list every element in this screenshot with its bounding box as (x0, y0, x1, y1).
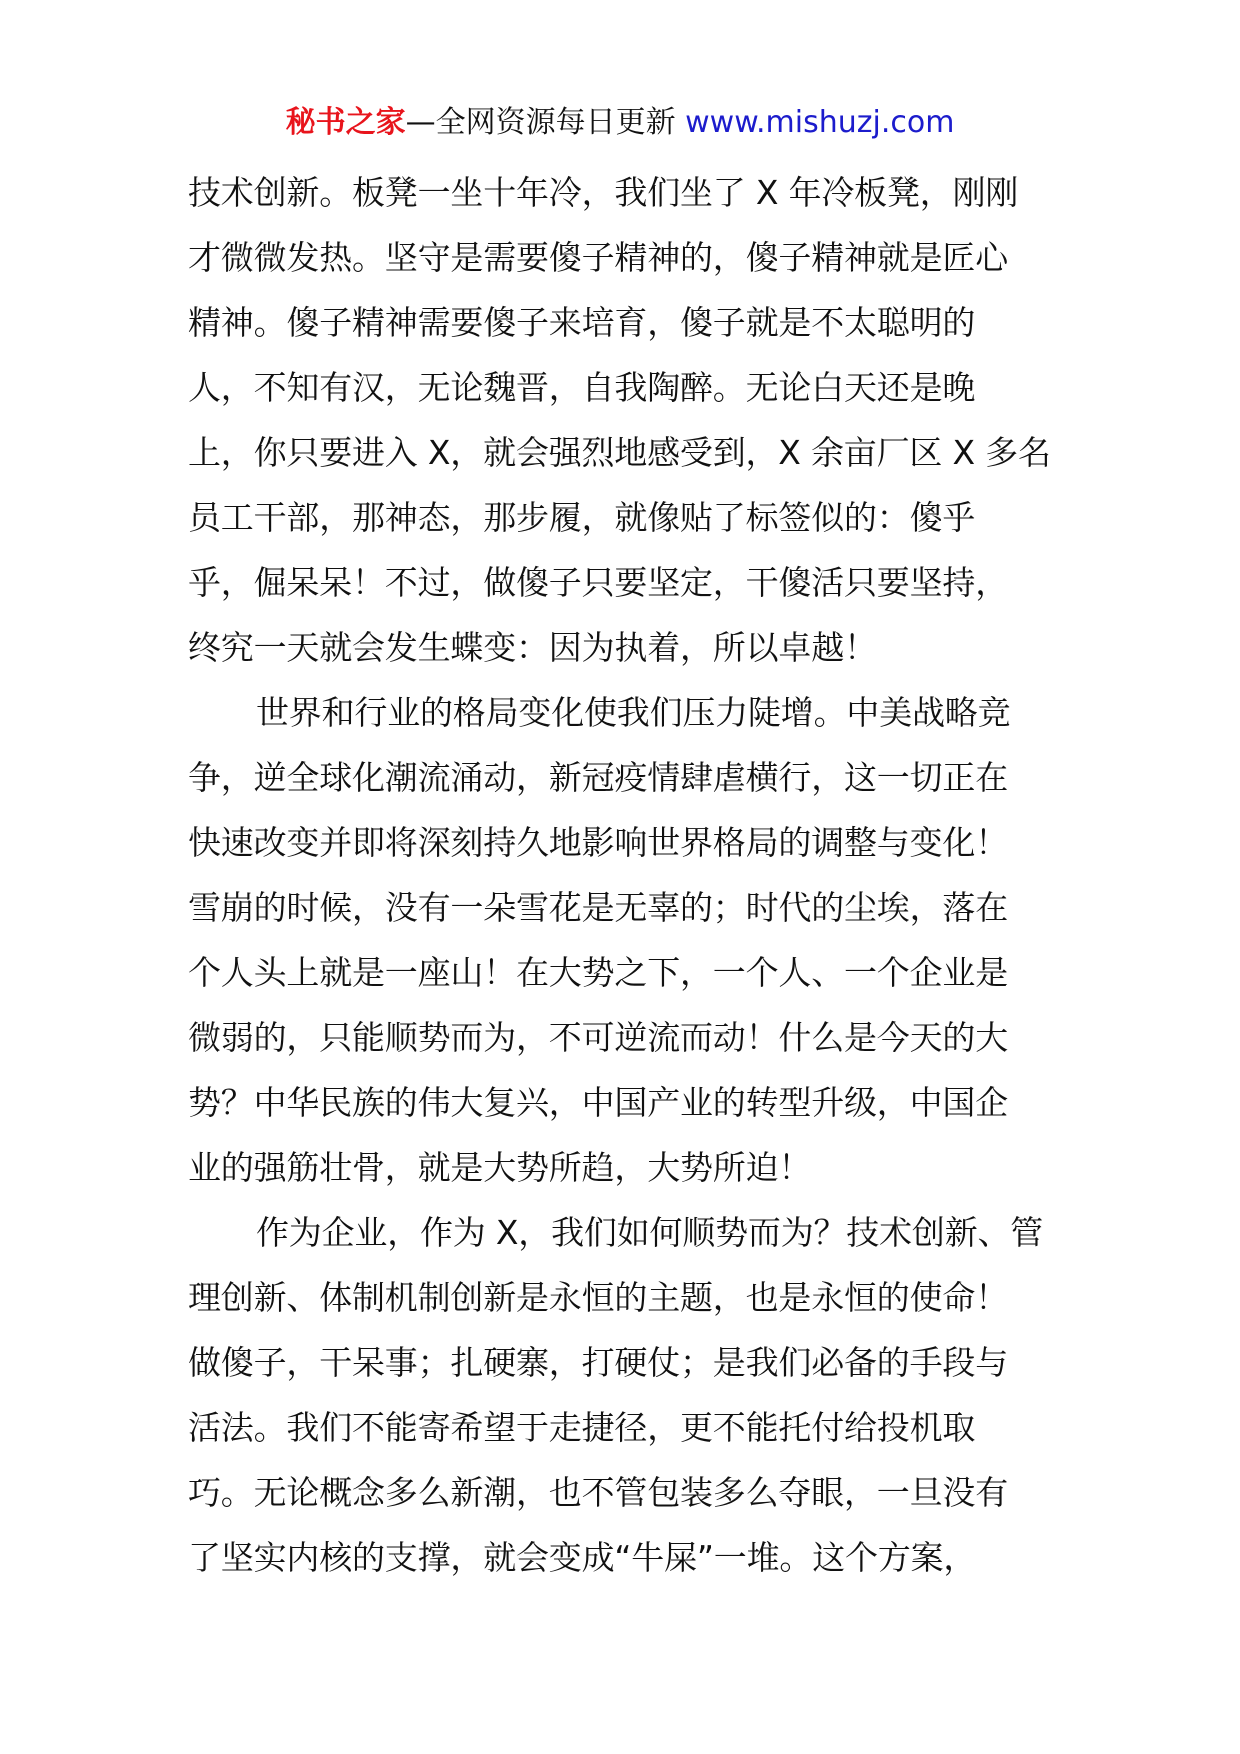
text-line: 才微微发热。坚守是需要傻子精神的，傻子精神就是匠心 (188, 238, 1009, 277)
text-line: 了坚实内核的支撑，就会变成“牛屎”一堆。这个方案， (188, 1538, 977, 1577)
text-line: 活法。我们不能寄希望于走捷径，更不能托付给投机取 (188, 1408, 976, 1447)
text-line: 势？中华民族的伟大复兴，中国产业的转型升级，中国企 (188, 1083, 1009, 1122)
text-line: 员工干部，那神态，那步履，就像贴了标签似的：傻乎 (188, 498, 976, 537)
paragraph-start-line: 世界和行业的格局变化使我们压力陡增。中美战略竞 (256, 693, 1011, 732)
header-slogan: —全网资源每日更新 (405, 105, 676, 140)
text-line: 巧。无论概念多么新潮，也不管包装多么夺眼，一旦没有 (188, 1473, 1009, 1512)
text-line: 争，逆全球化潮流涌动，新冠疫情肆虐横行，这一切正在 (188, 758, 1009, 797)
website-link[interactable]: www.mishuzj.com (685, 105, 955, 140)
text-line: 终究一天就会发生蝶变：因为执着，所以卓越！ (188, 628, 877, 667)
text-line: 上，你只要进入 X，就会强烈地感受到，X 余亩厂区 X 多名 (188, 433, 1051, 472)
text-line: 理创新、体制机制创新是永恒的主题，也是永恒的使命！ (188, 1278, 1009, 1317)
text-line: 业的强筋壮骨，就是大势所趋，大势所迫！ (188, 1148, 812, 1187)
text-line: 乎，倔呆呆！不过，做傻子只要坚定，干傻活只要坚持， (188, 563, 1009, 602)
text-line: 做傻子，干呆事；扎硬寨，打硬仗；是我们必备的手段与 (188, 1343, 1009, 1382)
paragraph-start-line: 作为企业，作为 X，我们如何顺势而为？技术创新、管 (256, 1213, 1044, 1252)
page-header (0, 101, 1240, 145)
text-line: 精神。傻子精神需要傻子来培育，傻子就是不太聪明的 (188, 303, 976, 342)
text-line: 雪崩的时候，没有一朵雪花是无辜的；时代的尘埃，落在 (188, 888, 1009, 927)
brand-name: 秘书之家 (285, 105, 406, 140)
document-body (188, 160, 1056, 1590)
text-line: 技术创新。板凳一坐十年冷，我们坐了 X 年冷板凳，刚刚 (188, 173, 1019, 212)
text-line: 人，不知有汉，无论魏晋，自我陶醉。无论白天还是晚 (188, 368, 976, 407)
text-line: 微弱的，只能顺势而为，不可逆流而动！什么是今天的大 (188, 1018, 1009, 1057)
text-line: 快速改变并即将深刻持久地影响世界格局的调整与变化！ (188, 823, 1009, 862)
text-line: 个人头上就是一座山！在大势之下，一个人、一个企业是 (188, 953, 1009, 992)
